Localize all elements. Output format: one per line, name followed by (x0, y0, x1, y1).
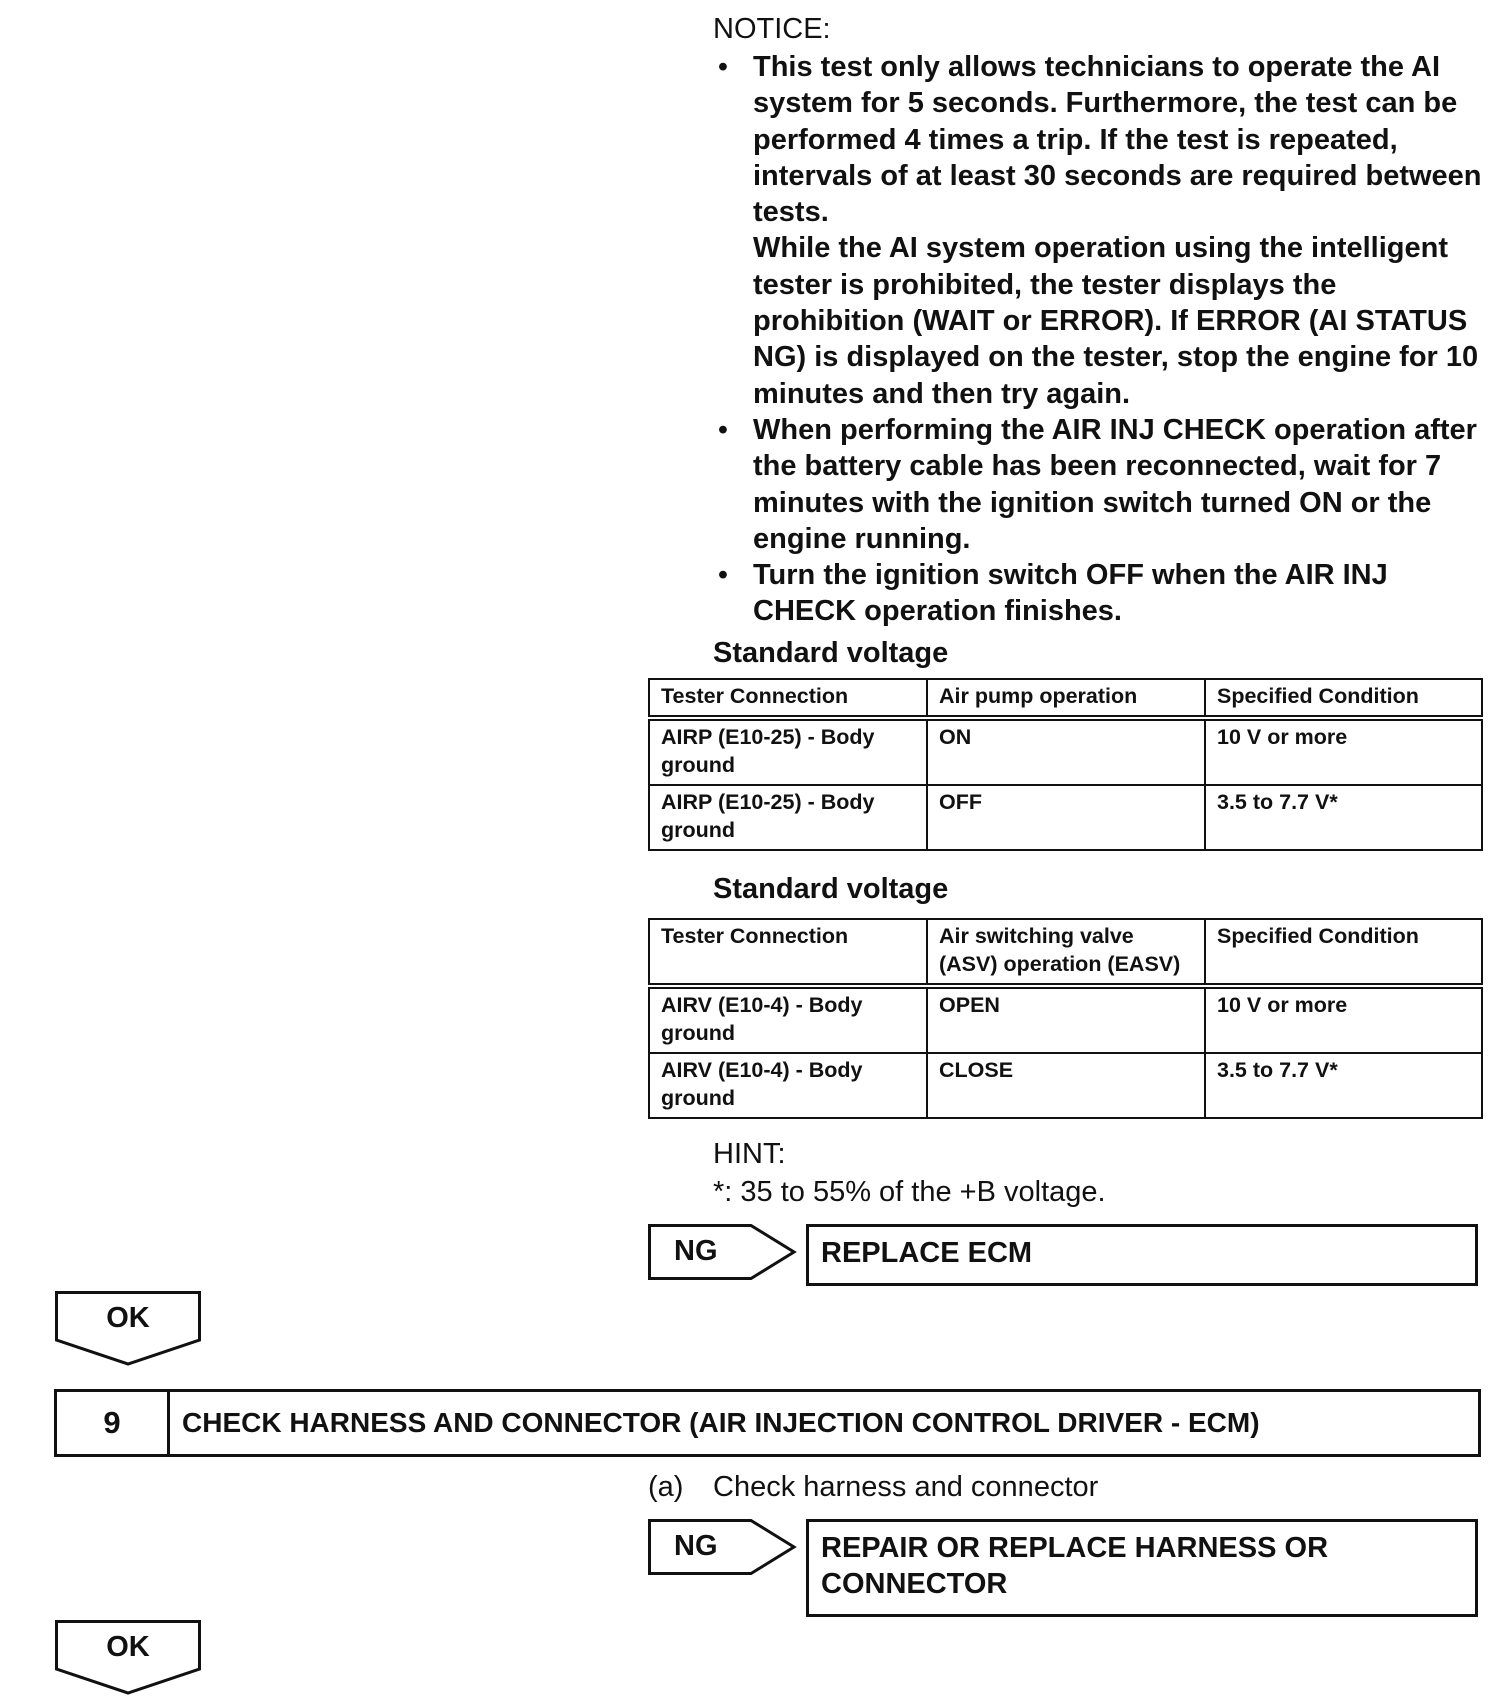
cell-tester-connection: AIRP (E10-25) - Body ground (649, 718, 927, 785)
action-text: REPLACE ECM (821, 1237, 1033, 1269)
cell-operation: OFF (927, 785, 1205, 850)
table-row (649, 718, 1482, 785)
ng-arrow-icon (648, 1224, 798, 1280)
cell-operation: ON (927, 718, 1205, 785)
ok-result-tag (55, 1620, 201, 1696)
notice-paragraph: While the AI system operation using the intelligent tester is prohibited, the tester displays the prohibition (WAIT or ERROR). If ERROR (AI STATUS NG) is displayed on the tester, stop the engine for 10 minutes and then try again. (753, 232, 1479, 410)
air-pump-voltage-table (648, 678, 1483, 851)
table-row (649, 1053, 1482, 1118)
cell-tester-connection: AIRV (E10-4) - Body ground (649, 1053, 927, 1118)
hint (713, 1135, 1106, 1211)
substep-text: Check harness and connector (713, 1471, 1099, 1503)
cell-condition: 10 V or more (1205, 986, 1482, 1053)
header-asv-operation: Air switching valve (ASV) operation (EASV) (927, 919, 1205, 986)
notice-item (713, 412, 1493, 557)
cell-operation: CLOSE (927, 1053, 1205, 1118)
ng-result-tag (648, 1224, 798, 1280)
bullet-icon: • (717, 51, 729, 83)
notice-paragraph: When performing the AIR INJ CHECK operation after the battery cable has been reconnected, wait for 7 minutes with the ignition switch turned ON or the engine running. (753, 413, 1477, 555)
table1-heading: Standard voltage (713, 637, 949, 669)
hint-title: HINT: (713, 1138, 786, 1170)
cell-operation: OPEN (927, 986, 1205, 1053)
step-number: 9 (57, 1392, 170, 1454)
air-switching-valve-voltage-table (648, 918, 1483, 1119)
substep-index: (a) (648, 1471, 684, 1503)
header-specified-condition: Specified Condition (1205, 679, 1482, 718)
notice-item (713, 49, 1493, 412)
action-text: REPAIR OR REPLACE HARNESS OR CONNECTOR (821, 1532, 1329, 1600)
cell-condition: 3.5 to 7.7 V* (1205, 1053, 1482, 1118)
notice-paragraph: This test only allows technicians to operate the AI system for 5 seconds. Furthermore, the test can be performed 4 times a trip. If the test is repeated, intervals of at least 30 seconds are required between tests. (753, 51, 1482, 229)
replace-ecm-box (806, 1224, 1478, 1286)
header-tester-connection: Tester Connection (649, 679, 927, 718)
cell-tester-connection: AIRP (E10-25) - Body ground (649, 785, 927, 850)
notice-list (713, 49, 1493, 630)
bullet-icon: • (717, 559, 729, 592)
ok-label: OK (106, 1302, 150, 1334)
table2-heading: Standard voltage (713, 873, 949, 905)
ok-label: OK (106, 1631, 150, 1663)
step-header (54, 1389, 1481, 1457)
step-title: CHECK HARNESS AND CONNECTOR (AIR INJECTION CONTROL DRIVER - ECM) (182, 1407, 1260, 1438)
notice-item (713, 557, 1493, 630)
ng-label: NG (674, 1530, 718, 1562)
ng-result-tag (648, 1519, 798, 1575)
cell-condition: 3.5 to 7.7 V* (1205, 785, 1482, 850)
cell-tester-connection: AIRV (E10-4) - Body ground (649, 986, 927, 1053)
hint-text: *: 35 to 55% of the +B voltage. (713, 1176, 1106, 1208)
ng-arrow-icon (648, 1519, 798, 1575)
table-row (649, 986, 1482, 1053)
table-header-row (649, 679, 1482, 718)
header-specified-condition: Specified Condition (1205, 919, 1482, 986)
header-tester-connection: Tester Connection (649, 919, 927, 986)
table-row (649, 785, 1482, 850)
notice-title: NOTICE: (713, 13, 831, 45)
notice-paragraph: Turn the ignition switch OFF when the AIR INJ CHECK operation finishes. (753, 559, 1388, 628)
ng-label: NG (674, 1235, 718, 1267)
repair-harness-box (806, 1519, 1478, 1617)
bullet-icon: • (717, 413, 729, 446)
table-header-row (649, 919, 1482, 986)
ok-result-tag (55, 1291, 201, 1367)
substep (648, 1470, 1098, 1504)
cell-condition: 10 V or more (1205, 718, 1482, 785)
header-air-pump-operation: Air pump operation (927, 679, 1205, 718)
